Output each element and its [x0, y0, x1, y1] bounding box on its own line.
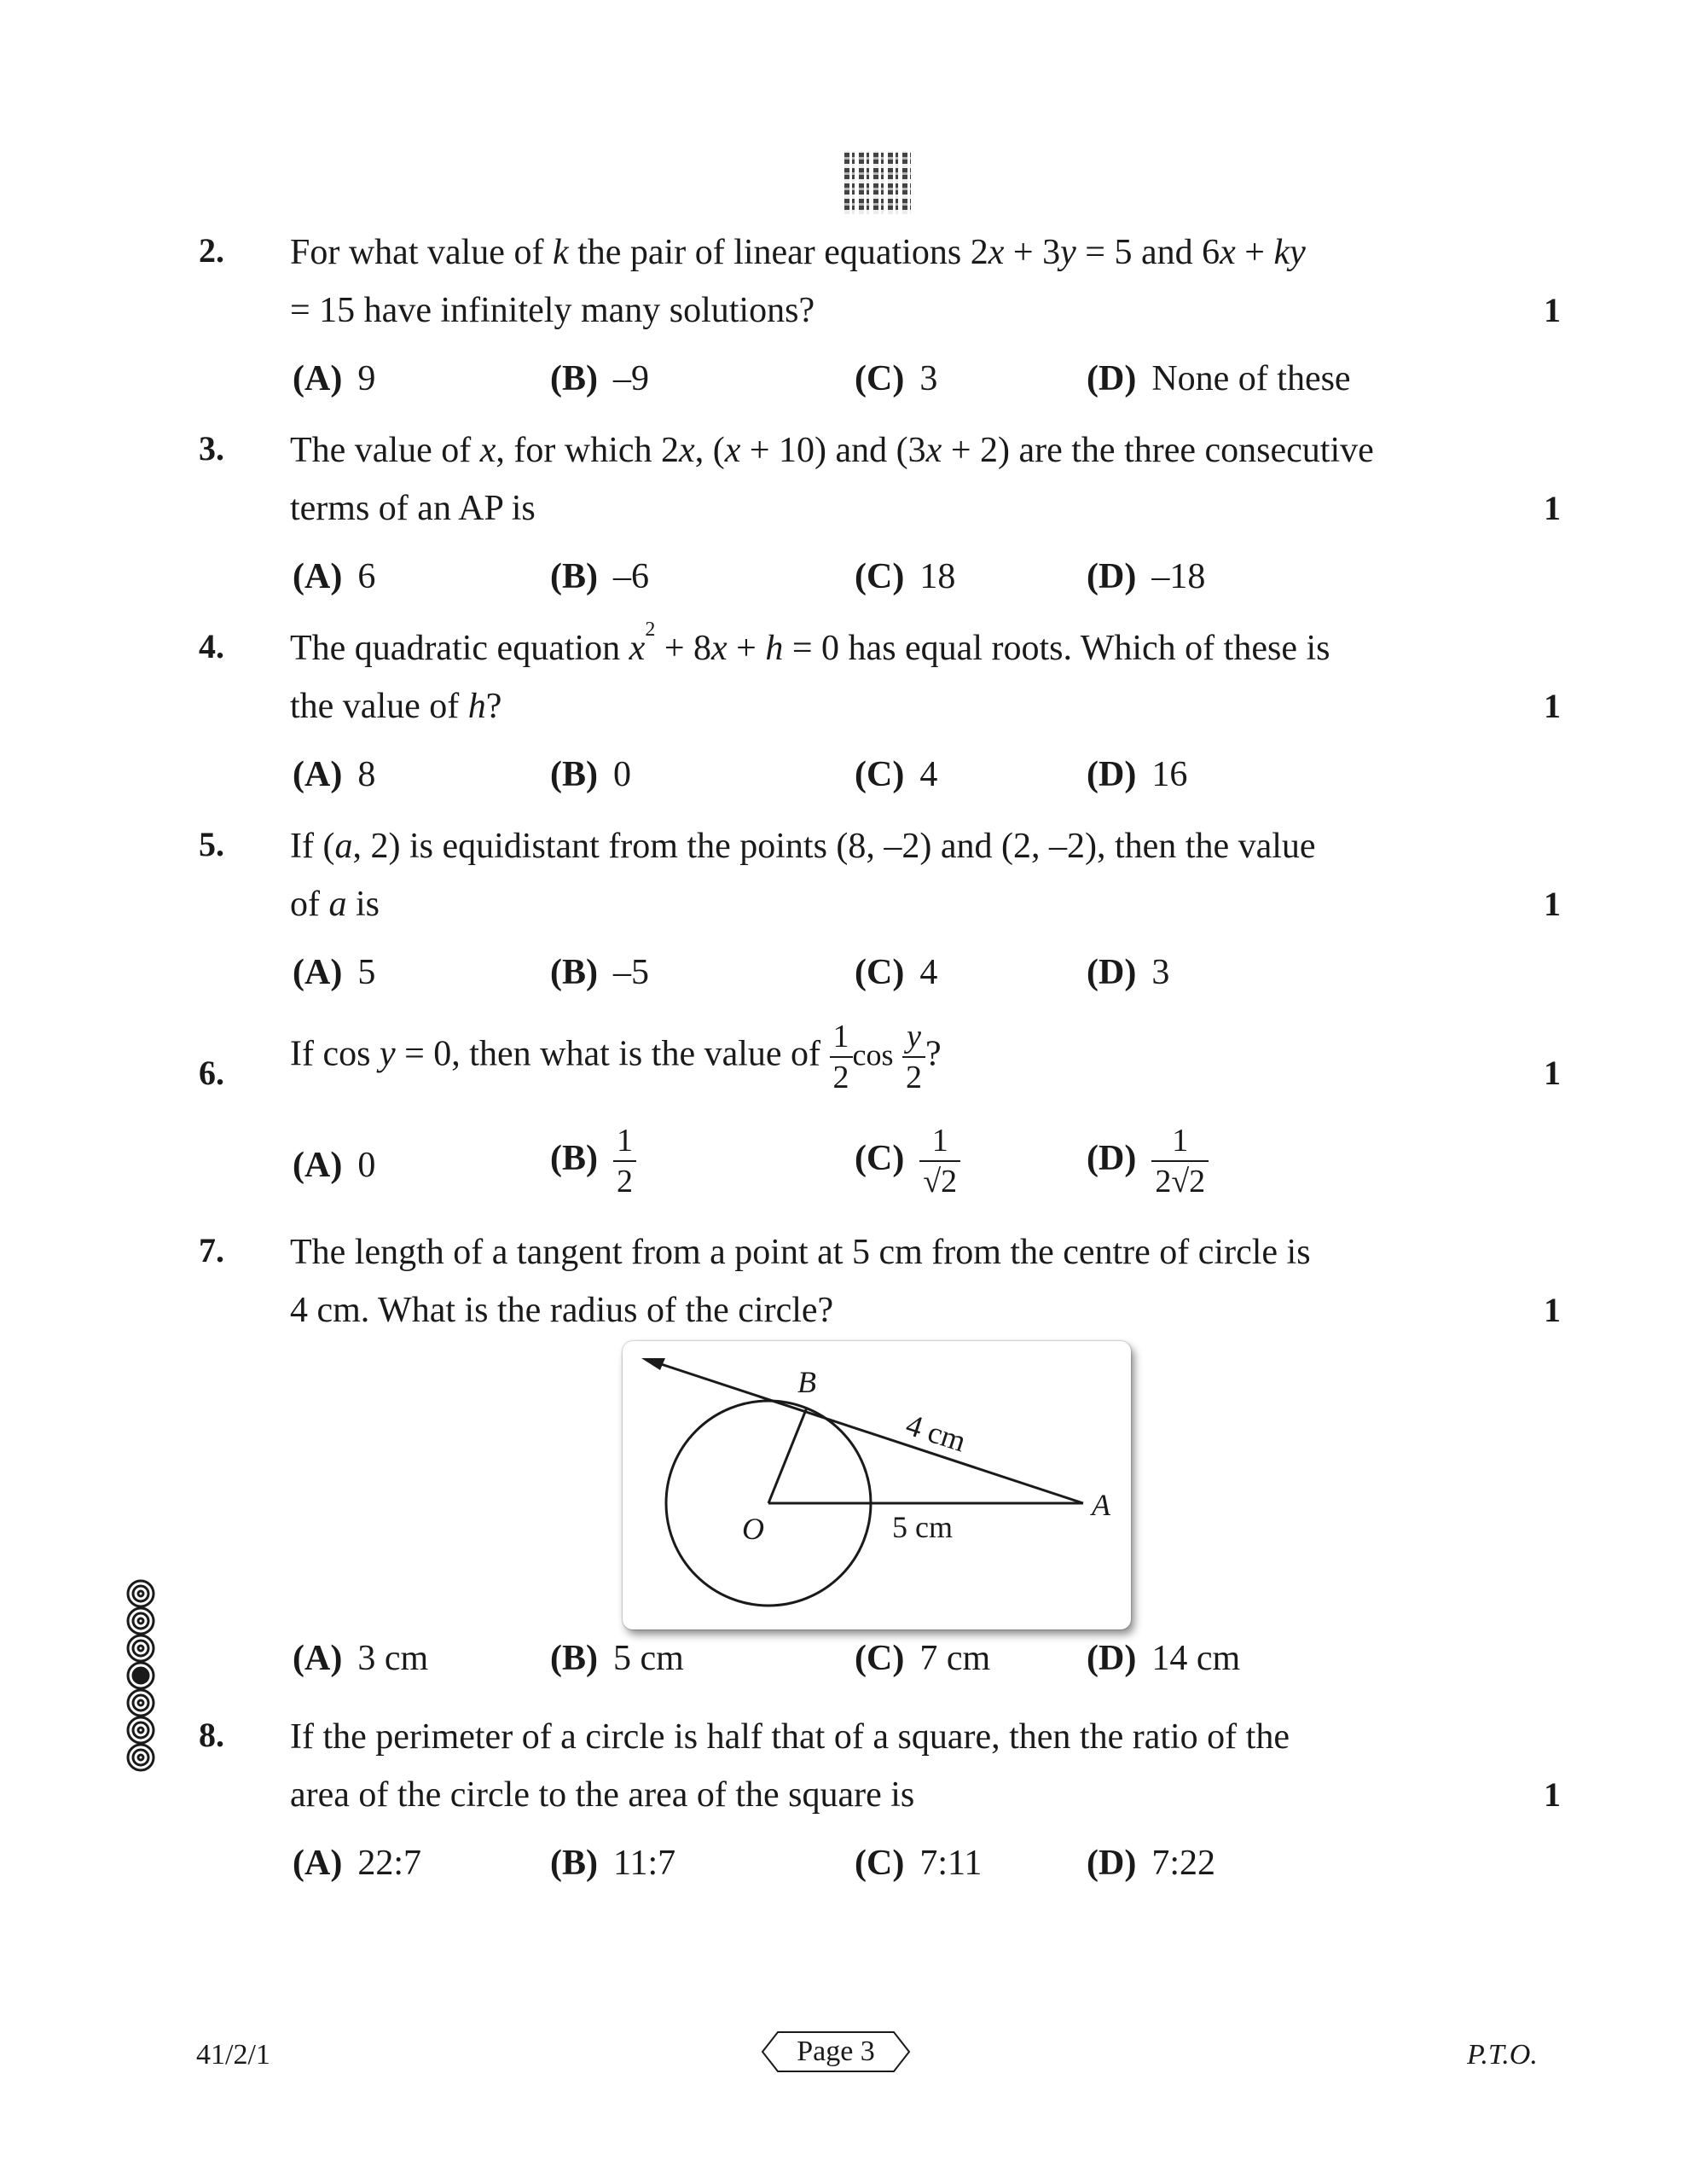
option-a: (A) 8 [293, 755, 376, 794]
tangent-figure [623, 1341, 1131, 1629]
question-number: 7. [199, 1231, 224, 1269]
question-text: If cos y = 0, then what is the value of $\frac{1}{2}$ cos $\frac{y}{2}$ ? [290, 1019, 942, 1095]
option-a: (A) 22:7 [293, 1844, 421, 1883]
arrow-head [641, 1358, 665, 1370]
option-b: (B) –9 [550, 359, 649, 398]
marks: 1 [1544, 1775, 1561, 1814]
question-text: If (a, 2) is equidistant from the points (8, –2) and (2, –2), then the value of a is [290, 827, 1316, 924]
spiral-border-decoration [119, 1578, 162, 1774]
page-number: Page 3 [797, 2036, 875, 2067]
label-o: O [742, 1512, 764, 1546]
option-d: (D) 16 [1087, 755, 1188, 794]
question-number: 2. [199, 231, 224, 270]
option-c: (C) 18 [855, 557, 956, 596]
tangent-diagram [623, 1341, 1131, 1629]
option-d: (D) –18 [1087, 557, 1206, 596]
option-a: (A) 5 [293, 953, 376, 992]
question-text: If the perimeter of a circle is half that of a square, then the ratio of the area of the circle to the area of the square is [290, 1717, 1290, 1815]
option-b: (B) –5 [550, 953, 649, 992]
option-c: (C) 4 [855, 953, 938, 992]
question-number: 3. [199, 429, 224, 468]
question-text: The length of a tangent from a point at 5 cm from the centre of circle is 4 cm. What is the radius of the circle? [290, 1233, 1311, 1330]
option-c: (C) 4 [855, 755, 938, 794]
marks: 1 [1544, 687, 1561, 725]
pto-label: P.T.O. [1467, 2039, 1538, 2071]
question-text: The value of x, for which 2x, (x + 10) and (3x + 2) are the three consecutive terms of an AP is [290, 431, 1374, 528]
question-text: For what value of k the pair of linear equations 2x + 3y = 5 and 6x + ky = 15 have infinitely many solutions? [290, 233, 1306, 330]
option-a: (A) 9 [293, 359, 376, 398]
option-c: (C) 7 cm [855, 1639, 991, 1678]
marks: 1 [1544, 291, 1561, 329]
question-number: 4. [199, 627, 224, 665]
tangent-length-label: 4 cm [901, 1407, 971, 1459]
option-d: (D) 14 cm [1087, 1639, 1241, 1678]
marks: 1 [1544, 885, 1561, 923]
option-b: (B) –6 [550, 557, 649, 596]
marks: 1 [1544, 1054, 1561, 1092]
option-a: (A) 6 [293, 557, 376, 596]
option-a: (A) 3 cm [293, 1639, 429, 1678]
question-number: 8. [199, 1716, 224, 1754]
paper-code: 41/2/1 [196, 2039, 270, 2071]
option-d: (D) 3 [1087, 953, 1170, 992]
option-a: (A) 0 [293, 1146, 376, 1185]
option-c: (C) $\frac{1}{√2}$ [855, 1124, 960, 1198]
option-d: (D) 7:22 [1087, 1844, 1215, 1883]
option-d: (D) None of these [1087, 359, 1351, 398]
label-b: B [797, 1365, 816, 1399]
page-indicator [759, 2029, 913, 2075]
option-b: (B) 11:7 [550, 1844, 676, 1883]
fraction: $\frac{y}{2}$ [902, 1020, 925, 1094]
option-d: (D) $\frac{1}{2√2}$ [1087, 1124, 1209, 1198]
radius-ob [768, 1408, 807, 1503]
fraction: $\frac{1}{2}$ [830, 1020, 853, 1094]
marks: 1 [1544, 1291, 1561, 1329]
marks: 1 [1544, 489, 1561, 527]
label-a: A [1092, 1488, 1110, 1522]
qr-code [844, 151, 911, 214]
distance-label: 5 cm [892, 1510, 953, 1544]
question-number: 6. [199, 1054, 224, 1092]
option-b: (B) 5 cm [550, 1639, 684, 1678]
option-b: (B) 0 [550, 755, 631, 794]
option-c: (C) 3 [855, 359, 938, 398]
question-number: 5. [199, 825, 224, 863]
option-c: (C) 7:11 [855, 1844, 983, 1883]
option-b: (B) $\frac{1}{2}$ [550, 1124, 636, 1198]
question-text: The quadratic equation $x^2 + 8x + h = 0$ has equal roots. Which of these is the value of h? [290, 619, 1330, 726]
